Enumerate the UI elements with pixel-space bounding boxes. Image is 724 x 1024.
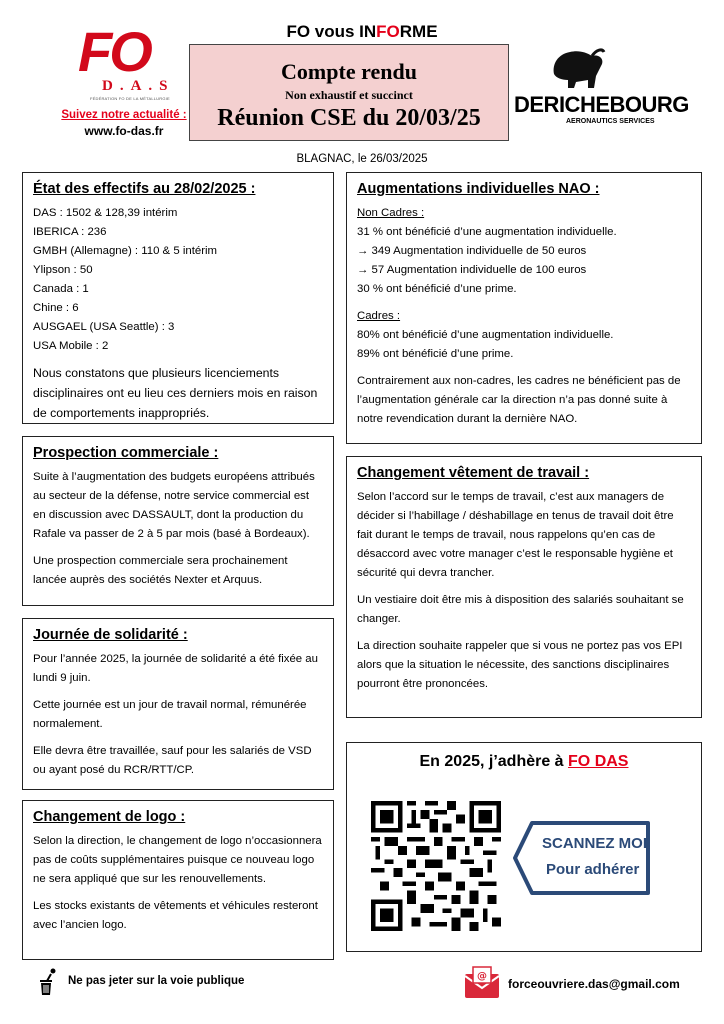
footer-email[interactable]: forceouvriere.das@gmail.com: [508, 977, 680, 991]
scan-line-1: SCANNEZ MOI: [542, 835, 647, 852]
vetement-paragraph-2: Un vestiaire doit être mis à disposition des salariés souhaitant se changer.: [357, 594, 684, 625]
adhesion-title-brand: FO DAS: [568, 753, 629, 770]
derichebourg-logo: [512, 46, 706, 136]
adhesion-title-prefix: En 2025, j’adhère à: [419, 753, 569, 770]
report-subtitle: Non exhaustif et succinct: [285, 88, 413, 102]
non-cadres-line: → 57 Augmentation individuelle de 100 euros: [357, 264, 587, 277]
nao-note: Contrairement aux non-cadres, les cadres ne bénéficient pas de l’augmentation générale car la direction n’a pas donné suite à notre revendication durant la dernière NAO.: [357, 374, 681, 425]
effectifs-line: Ylipson : 50: [33, 264, 93, 277]
nao-title: Augmentations individuelles NAO :: [357, 181, 600, 197]
follow-label: Suivez notre actualité :: [61, 109, 187, 121]
prospection-paragraph-2: Une prospection commerciale sera prochainement lancée auprès des sociétés Nexter et Arquus.: [33, 555, 288, 586]
logo-change-paragraph-1: Selon la direction, le changement de logo n’occasionnera pas de coûts supplémentaires puisque ce nouveau logo ne sera appliqué que sur les renouvellements.: [33, 835, 322, 886]
effectifs-list: [33, 204, 323, 355]
non-cadres-line: 30 % ont bénéficié d’une prime.: [357, 283, 517, 296]
cadres-line: 80% ont bénéficié d’une augmentation individuelle.: [357, 328, 614, 341]
vetement-paragraph-1: Selon l’accord sur le temps de travail, c’est aux managers de décider si l’habillage / déshabillage en tenus de travail doit être fait durant le temps de travail, nous rappelons qu’en cas de désaccord avec votre manager c’est le responsable hygiène et sécurité qui devra trancher.: [357, 491, 674, 580]
non-cadres-line: 31 % ont bénéficié d’une augmentation individuelle.: [357, 226, 617, 239]
adhesion-section: [346, 742, 702, 952]
vetement-paragraph-3: La direction souhaite rappeler que si vous ne portez pas vos EPI alors que la situation le nécessite, des sanctions disciplinaires pourront être prononcées.: [357, 639, 683, 690]
email-envelope-icon: [464, 966, 500, 1000]
vetement-title: Changement vêtement de travail :: [357, 465, 590, 481]
arrow-badge-shape: [512, 819, 654, 897]
cadres-block: [357, 307, 691, 364]
effectifs-line: GMBH (Allemagne) : 110 & 5 intérim: [33, 245, 218, 258]
company-logo-name: DERICHEBOURG: [514, 92, 689, 117]
nao-section: [346, 172, 702, 444]
logo-change-title: Changement de logo :: [33, 809, 186, 825]
cadres-label: Cadres :: [357, 310, 401, 322]
fo-logo-das: D.A.S: [102, 78, 175, 94]
logo-change-paragraph-2: Les stocks existants de vêtements et véhicules resteront avec l’ancien logo.: [33, 900, 318, 932]
tagline-part-1: FO vous IN: [286, 22, 377, 41]
effectifs-title: État des effectifs au 28/02/2025 :: [33, 181, 256, 197]
effectifs-line: USA Mobile : 2: [33, 339, 109, 352]
company-logo-sub: AERONAUTICS SERVICES: [566, 118, 655, 125]
scan-line-2: Pour adhérer: [546, 861, 640, 878]
tagline-part-2: FO: [376, 22, 400, 41]
prospection-title: Prospection commerciale :: [33, 445, 219, 461]
non-cadres-label: Non Cadres :: [357, 207, 425, 220]
solidarite-paragraph-2: Cette journée est un jour de travail normal, rémunérée normalement.: [33, 699, 307, 731]
fo-logo-subtext: FÉDÉRATION FO DE LA MÉTALLURGIE: [90, 96, 170, 101]
effectifs-section: [22, 172, 334, 424]
meeting-title: Réunion CSE du 20/03/25: [217, 105, 481, 131]
place-date: BLAGNAC, le 26/03/2025: [296, 153, 428, 165]
effectifs-line: IBERICA : 236: [33, 226, 107, 239]
prospection-paragraph-1: Suite à l’augmentation des budgets européens attribués au secteur de la défense, notre service commercial est en discussion avec DASSAULT, dont la production du Rafale va passer de 2 à 5 par mois (basé à Bordeaux).: [33, 471, 315, 541]
prospection-section: [22, 436, 334, 606]
scan-me-badge: [512, 819, 654, 897]
logo-change-section: [22, 800, 334, 960]
effectifs-line: Canada : 1: [33, 283, 89, 296]
report-title: Compte rendu: [281, 59, 417, 84]
svg-text:@: @: [477, 971, 487, 982]
effectifs-line: Chine : 6: [33, 302, 79, 314]
solidarite-paragraph-3: Elle devra être travaillée, sauf pour les salariés de VSD ou ayant posé du RCR/RTT/CP.: [33, 745, 312, 776]
adhesion-title: [347, 753, 701, 771]
effectifs-line: DAS : 1502 & 128,39 intérim: [33, 207, 178, 220]
report-title-box: [189, 44, 509, 141]
website-link[interactable]: www.fo-das.fr: [84, 124, 164, 138]
solidarite-paragraph-1: Pour l’année 2025, la journée de solidarité a été fixée au lundi 9 juin.: [33, 653, 318, 685]
fo-das-logo: [76, 20, 175, 104]
solidarite-section: [22, 618, 334, 790]
bison-icon: [548, 46, 608, 92]
footer-left-text: Ne pas jeter sur la voie publique: [68, 975, 245, 987]
tagline-part-3: RME: [399, 22, 438, 41]
solidarite-title: Journée de solidarité :: [33, 627, 188, 643]
qr-code-icon[interactable]: [371, 801, 501, 931]
fo-logo-letters: FO: [78, 20, 150, 83]
non-cadres-line: → 349 Augmentation individuelle de 50 euros: [357, 245, 587, 258]
cadres-line: 89% ont bénéficié d’une prime.: [357, 347, 514, 360]
trash-bin-icon: [38, 968, 60, 996]
effectifs-line: AUSGAEL (USA Seattle) : 3: [33, 320, 175, 333]
non-cadres-block: [357, 204, 691, 299]
effectifs-note: Nous constatons que plusieurs licenciements disciplinaires ont eu lieu ces derniers mois en raison de comportements inappropriés.: [33, 365, 318, 420]
vetement-section: [346, 456, 702, 718]
